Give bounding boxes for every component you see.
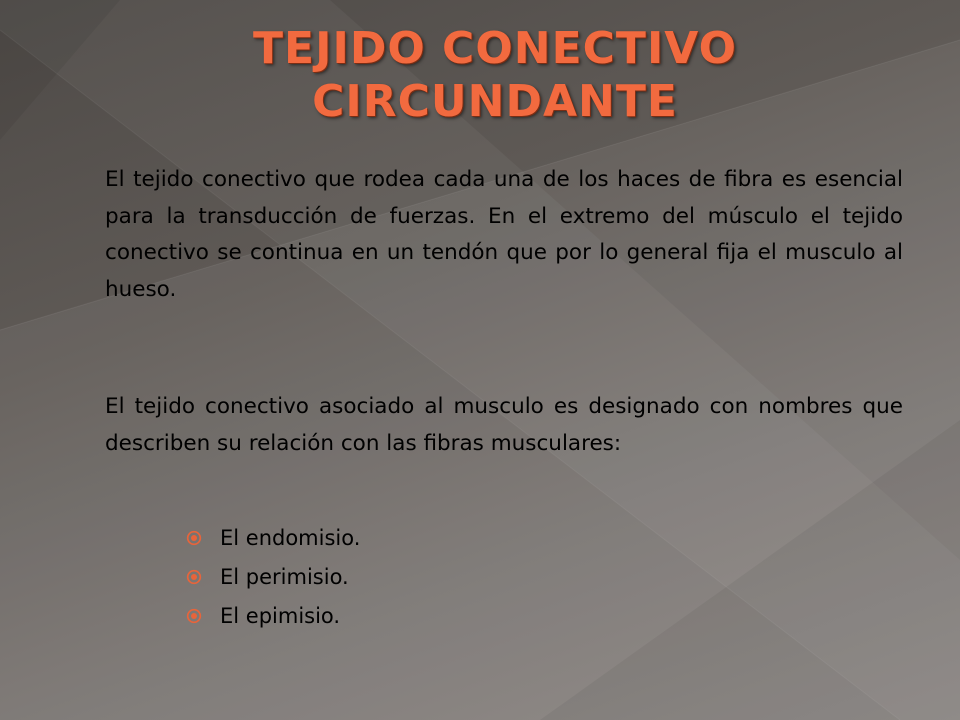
body-paragraph-2: El tejido conectivo asociado al musculo es designado con nombres que describen su relación con las fibras musculares: [105, 394, 903, 456]
circled-dot-icon [186, 608, 202, 624]
bullet-text: El epimisio. [220, 603, 341, 628]
circled-dot-icon [186, 530, 202, 546]
bullet-text: El perimisio. [220, 564, 349, 589]
slide-title: TEJIDO CONECTIVO CIRCUNDANTE [253, 23, 737, 127]
bullet-text: El endomisio. [220, 525, 361, 550]
body-paragraph-1: El tejido conectivo que rodea cada una de los haces de fibra es esencial para la transducción de fuerzas. En el extremo del músculo el tejido conectivo se continua en un tendón que por lo general fija el musculo al hueso. [105, 167, 903, 302]
circled-dot-icon [186, 569, 202, 585]
bullet-list [186, 518, 360, 635]
list-item [186, 596, 360, 635]
list-item [186, 518, 360, 557]
list-item [186, 557, 360, 596]
